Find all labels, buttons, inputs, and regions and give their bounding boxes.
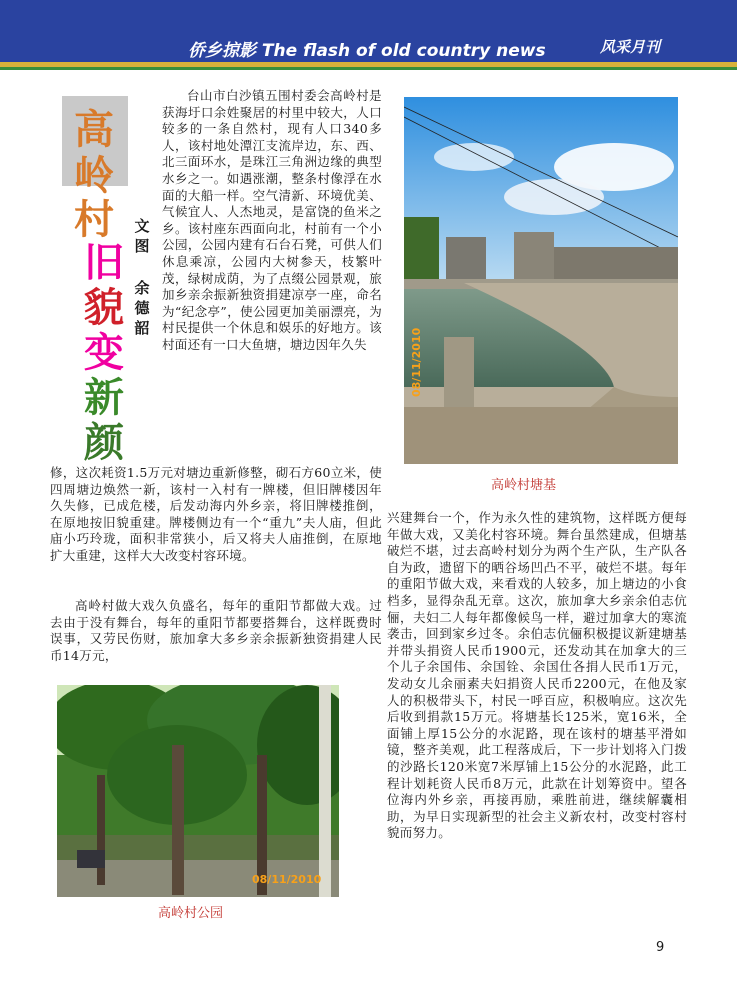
pond-photo-date-stamp: 08/11/2010: [410, 327, 423, 397]
title-char: 变: [84, 330, 124, 376]
title-char: 旧: [84, 240, 124, 286]
header-banner: [0, 0, 737, 62]
author-char: 余: [134, 279, 150, 297]
byline-label-char: 文: [134, 217, 150, 235]
header-rule-green: [0, 67, 737, 70]
title-char: 貌: [84, 285, 124, 331]
author-char: 韶: [134, 319, 150, 337]
section-title: 侨乡掠影 The flash of old country news: [188, 41, 546, 61]
park-photo-caption: 高岭村公园: [158, 906, 224, 921]
pond-photo-caption: 高岭村塘基: [491, 478, 557, 493]
publication-name: 风采月刊: [600, 38, 661, 56]
park-photo-date-stamp: 08/11/2010: [252, 873, 322, 886]
paragraph-1-continued: 修，这次耗资1.5万元对塘边重新修整，砌石方60立米，使四周塘边焕然一新，该村一入村有一牌楼，但旧牌楼因年久失修，已成危楼，后发动海内外乡亲，将旧牌楼推倒，在原地按旧貌重建。牌楼侧边有一个“重九”夫人庙，但此庙小巧玲珑，面积非常狭小，后又将夫人庙推倒，在原地扩大重建，这样大大改变村容环境。: [50, 465, 382, 563]
pond-photo: [404, 97, 678, 464]
park-photo: [57, 685, 339, 897]
byline-label-char: 图: [134, 237, 150, 255]
paragraph-3: 兴建舞台一个，作为永久性的建筑物，这样既方便每年做大戏，又美化村容环境。舞台虽然建成，但塘基破烂不堪，过去高岭村划分为两个生产队，生产队各自为政，遗留下的晒谷场凹凸不平，破烂不堪。每年的重阳节做大戏，来看戏的人较多，加上塘边的小食档多，显得杂乱无章。这次，旅加拿大乡亲余伯志伉俪，夫妇二人每年都像候鸟一样，避过加拿大的寒流袭击，回到家乡过冬。余伯志伉俪积极提议新建塘基并带头捐资人民币1900元，还发动其在加拿大的三个儿子余国伟、余国铨、余国仕各捐人民币1万元，发动女儿余丽素夫妇捐资人民币2200元，在他及家人的积极带头下，村民一呼百应，积极响应。这次先后收到捐款15万元。将塘基长125米，宽16米，全面铺上厚15公分的水泥路，现在该村的塘基平滑如镜，整齐美观，此工程落成后，下一步计划将入门拨的沙路长120米宽7米厚铺上15公分的水泥路，此工程计划耗资人民币8万元，此款在计划筹资中。望各位海内外乡亲，再接再励，乘胜前进，继续解囊相助，为早日实现新型的社会主义新农村，改变村容村貌而努力。: [387, 510, 687, 841]
title-char: 岭: [74, 153, 114, 199]
pond-photo-image: [404, 97, 678, 464]
paragraph-2: 高岭村做大戏久负盛名，每年的重阳节都做大戏。过去由于没有舞台，每年的重阳节都要搭舞台，这样既费时误事，又劳民伤财，旅加拿大多乡亲余振新独资捐建人民币14万元，: [50, 598, 382, 663]
author-char: 德: [134, 299, 150, 317]
page-number: 9: [656, 940, 665, 955]
title-char: 村: [74, 197, 114, 243]
byline: [131, 216, 153, 338]
title-char: 新: [84, 375, 124, 421]
park-photo-image: [57, 685, 339, 897]
paragraph-1: 台山市白沙镇五围村委会高岭村是获海圩口余姓聚居的村里中较大，人口较多的一条自然村，现有人口340多人，该村地处潭江支流岸边，东、西、北三面环水，是珠江三角洲边缘的典型水乡之一。如遇涨潮，整条村像浮在水面的大船一样。空气清新、环境优美、气候宜人、人杰地灵，是富饶的鱼米之乡。该村座东西面向北，村前有一个小公园，公园内建有石台石凳，可供人们休息乘凉，公园内大树参天，枝繁叶茂，绿树成荫，为了点缀公园景观，旅加乡亲余振新独资捐建凉亭一座，命名为“纪念亭”，使公园更加美丽漂亮，为村民提供一个休息和娱乐的好地方。该村面还有一口大鱼塘，塘边因年久失: [162, 88, 382, 352]
title-char: 高: [74, 107, 114, 153]
title-char: 颜: [84, 420, 124, 466]
